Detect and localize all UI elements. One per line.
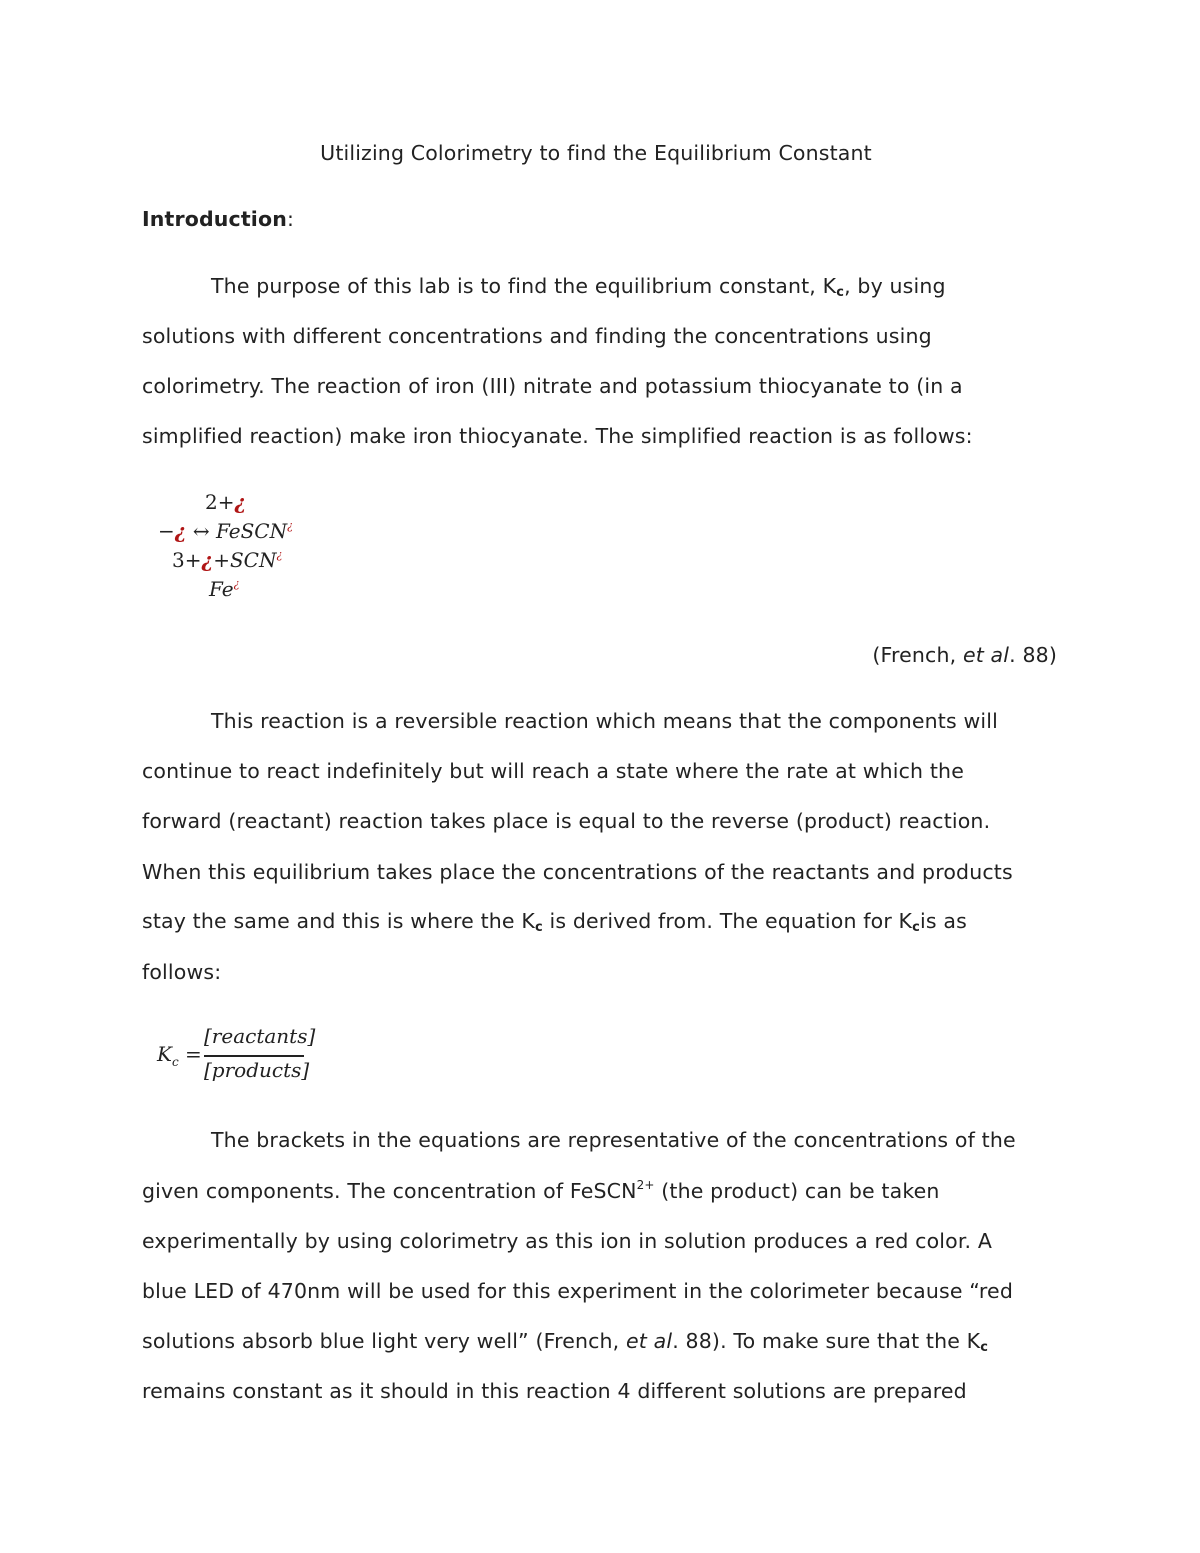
eq-text: −: [158, 519, 175, 543]
section-heading-introduction: [142, 207, 294, 231]
equation-1-row-2: [158, 519, 293, 543]
paragraph-3-line-6: remains constant as it should in this reaction 4 different solutions are prepared: [142, 1379, 967, 1403]
equation-1-row-3: [172, 548, 282, 572]
fraction-denominator: [products]: [204, 1058, 310, 1082]
paragraph-2-line-5: [142, 909, 967, 937]
paragraph-3-line-2: [142, 1179, 940, 1206]
fraction-numerator: [reactants]: [204, 1024, 316, 1048]
error-glyph: ¿: [201, 548, 214, 572]
italic-text: et al: [962, 643, 1010, 667]
error-glyph: ¿: [174, 519, 187, 543]
text-span: is as: [920, 909, 967, 933]
heading-text: Introduction: [142, 207, 287, 231]
paragraph-2-line-1: This reaction is a reversible reaction which means that the components will: [211, 709, 998, 733]
text-span: (the product) can be taken: [654, 1179, 940, 1203]
paragraph-2-line-4: When this equilibrium takes place the concentrations of the reactants and products: [142, 860, 1013, 884]
heading-colon: :: [286, 207, 295, 231]
kc-symbol: [157, 1042, 179, 1069]
error-glyph: ¿: [276, 548, 283, 561]
error-glyph: ¿: [287, 519, 293, 532]
error-glyph: ¿: [233, 577, 240, 590]
citation: [872, 643, 1057, 667]
paragraph-2-line-3: forward (reactant) reaction takes place is equal to the reverse (product) reaction.: [142, 809, 991, 833]
text-span: , by using: [844, 274, 946, 298]
text-span: (French,: [872, 643, 963, 667]
subscript: c: [912, 920, 921, 935]
paragraph-1-line-3: colorimetry. The reaction of iron (III) nitrate and potassium thiocyanate to (in a: [142, 374, 963, 398]
superscript: 2+: [636, 1178, 655, 1192]
k-subscript: c: [171, 1055, 179, 1069]
subscript: c: [980, 1340, 989, 1355]
equation-1-row-1: [205, 490, 246, 514]
paragraph-1-line-2: solutions with different concentrations and finding the concentrations using: [142, 324, 932, 348]
italic-text: et al: [626, 1329, 673, 1353]
paragraph-1-line-1: [211, 274, 946, 302]
text-span: The purpose of this lab is to find the equilibrium constant, K: [211, 274, 837, 298]
document-title: Utilizing Colorimetry to find the Equilibrium Constant: [320, 141, 872, 165]
subscript: c: [534, 920, 543, 935]
k-letter: K: [157, 1042, 172, 1066]
text-span: stay the same and this is where the K: [142, 909, 535, 933]
paragraph-3-line-4: blue LED of 470nm will be used for this experiment in the colorimeter because “red: [142, 1279, 1013, 1303]
eq-text: +SCN: [213, 548, 277, 572]
subscript: c: [836, 285, 845, 300]
eq-text: 3+: [172, 548, 202, 572]
text-span: . 88). To make sure that the K: [672, 1329, 981, 1353]
text-span: solutions absorb blue light very well” (French,: [142, 1329, 627, 1353]
paragraph-3-line-1: The brackets in the equations are representative of the concentrations of the: [211, 1128, 1016, 1152]
paragraph-3-line-3: experimentally by using colorimetry as this ion in solution produces a red color. A: [142, 1229, 993, 1253]
equals-sign: =: [185, 1042, 202, 1066]
paragraph-2-line-6: follows:: [142, 960, 222, 984]
eq-text: 2+: [205, 490, 235, 514]
text-span: is derived from. The equation for K: [542, 909, 913, 933]
text-span: . 88): [1009, 643, 1057, 667]
error-glyph: ¿: [234, 490, 247, 514]
eq-text: ↔ FeSCN: [186, 519, 288, 543]
fraction-bar: [204, 1055, 304, 1057]
paragraph-2-line-2: continue to react indefinitely but will reach a state where the rate at which the: [142, 759, 964, 783]
paragraph-1-line-4: simplified reaction) make iron thiocyanate. The simplified reaction is as follows:: [142, 424, 973, 448]
text-span: given components. The concentration of FeSCN: [142, 1179, 637, 1203]
equation-1-row-4: [209, 577, 240, 601]
eq-text: Fe: [209, 577, 234, 601]
paragraph-3-line-5: [142, 1329, 988, 1357]
